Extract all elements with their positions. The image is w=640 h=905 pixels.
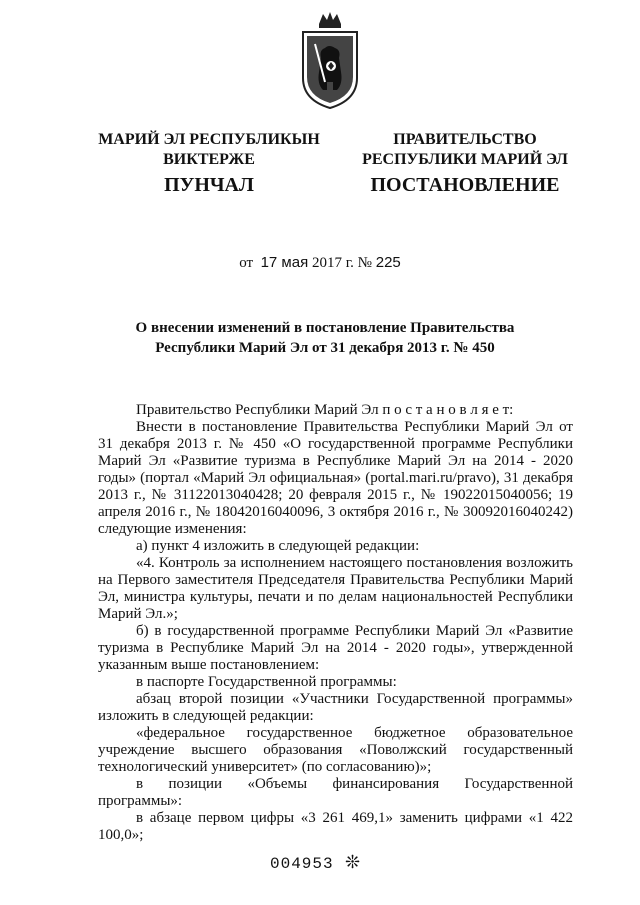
body-paragraph: Правительство Республики Марий Эл п о с т а н о в л я е т: (136, 402, 514, 418)
body-paragraph: в паспорте Государственной программы: (136, 674, 397, 690)
header-left-line1: МАРИЙ ЭЛ РЕСПУБЛИКЫН (98, 131, 320, 148)
decree-number: 225 (375, 254, 401, 271)
header-left-line2: ВИКТЕРЖЕ (163, 151, 255, 168)
document-title-line1: О внесении изменений в постановление Правительства (135, 320, 515, 336)
header-right-russian (350, 130, 580, 170)
footer-mark: ❊ (345, 852, 361, 872)
document-title-line2: Республики Марий Эл от 31 декабря 2013 г. № 450 (155, 340, 495, 356)
date-prefix: от (239, 255, 254, 271)
decree-title-marii: ПУНЧАЛ (164, 174, 254, 196)
body-paragraph: Внести в постановление Правительства Республики Марий Эл от 31 декабря 2013 г. № 450 «О государственной программе Республики Марий Эл «Развитие туризма в Республике Марий Эл на 2014 - 2020 годы» (портал «Марий Эл официальная» (portal.mari.ru/pravo), 31 декабря 2013 г., № 31122013040428; 20 февраля 2015 г., № 19022015040056; 19 апреля 2016 г., № 18042016040096, 3 октября 2016 г., № 30092016040242) следующие изменения: (98, 419, 573, 537)
decree-year: 2017 г. № (311, 255, 372, 271)
coat-of-arms-emblem (295, 10, 365, 110)
decree-date: 17 мая (260, 254, 309, 271)
document-title (120, 318, 530, 358)
body-paragraph: абзац второй позиции «Участники Государственной программы» изложить в следующей редакции: (98, 691, 573, 724)
body-paragraph: б) в государственной программе Республики Марий Эл «Развитие туризма в Республике Марий Эл на 2014 - 2020 годы», утвержденной указанным выше постановлением: (98, 623, 573, 673)
body-paragraph: «4. Контроль за исполнением настоящего постановления возложить на Первого заместителя Председателя Правительства Республики Марий Эл, министра культуры, печати и по делам национальностей Республики Марий Эл.»; (98, 555, 573, 622)
header-left-marii (84, 130, 334, 170)
header-right-line2: РЕСПУБЛИКИ МАРИЙ ЭЛ (362, 151, 568, 168)
document-body (98, 402, 573, 844)
body-paragraph: в абзаце первом цифры «3 261 469,1» заменить цифрами «1 422 100,0»; (98, 810, 573, 843)
header-right-line1: ПРАВИТЕЛЬСТВО (393, 131, 537, 148)
decree-title-russian: ПОСТАНОВЛЕНИЕ (370, 174, 560, 196)
document-serial-number: 004953 (270, 855, 334, 873)
body-paragraph: «федеральное государственное бюджетное образовательное учреждение высшего образования «Поволжский государственный технологический университет» (по согласованию)»; (98, 725, 573, 775)
decree-date-line (0, 254, 640, 272)
body-paragraph: а) пункт 4 изложить в следующей редакции: (136, 538, 420, 554)
body-paragraph: в позиции «Объемы финансирования Государственной программы»: (98, 776, 573, 809)
